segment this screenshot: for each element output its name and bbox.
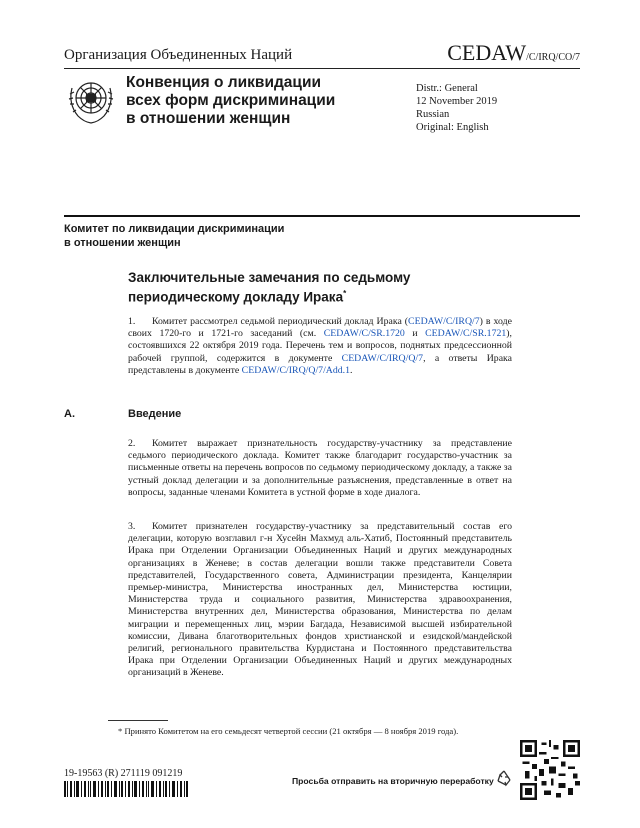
paragraph-3	[128, 521, 512, 680]
recycle-note: Просьба отправить на вторичную переработку	[292, 776, 494, 786]
para-text: ) в ходе своих 1720-го и 1721-го заседаний (см.	[128, 316, 512, 340]
para-text: ), состоявшихся 22 октября 2019 года. Перечень тем и вопросов, поднятых предсессионной рабочей группой, содержится в документе	[128, 328, 512, 364]
para-text: Комитет рассмотрел седьмой периодический доклад Ирака (	[152, 316, 409, 327]
footnote: * Принято Комитетом на его семьдесят четвертой сессии (21 октября — 8 ноября 2019 года).	[118, 726, 459, 736]
title-line-2-text: периодическому докладу Ирака	[128, 289, 344, 305]
organization-name: Организация Объединенных Наций	[64, 47, 293, 63]
para-text: Комитет выражает признательность государству-участнику за представление седьмого периодического доклада. Комитет также благодарит государство-участник за письменные ответы на перечень вопросов по седьмому периодическому докладу, а также за устный доклад делегации и за дополнительные разъяснения, представленные в ответ на вопросы, заданные членами Комитета в устной форме в ходе диалога.	[128, 438, 512, 498]
paragraph-number: 3.	[128, 521, 136, 532]
para-text: Комитет признателен государству-участнику за представительный состав его делегации, которую возглавил г-н Хусейн Махмуд аль-Хатиб, Постоянный представитель Ирака при Отделении Организации Объединенных Наций и других международных организациях в Женеве; в состав делегации вошли также представители Совета представителей, Государственного совета, Администрации президента, Канцелярии премьер-министра, Министерства иностранных дел, Министерства юстиции, Министерства труда и социального развития, Министерства здравоохранения, Министерства внутренних дел, Министерства образования, Министерства по делам миграции и перемещенных лиц, мэрии Багдада, Независимой высшей избирательной комиссии, Дивана благотворительных фондов христианской и езидской/мандейской религий, регионального правительства Курдистана и Постоянного представительства Ирака при Отделении Организации Объединенных Наций и других международных организаций в Женеве.	[128, 521, 512, 679]
committee-name	[64, 222, 284, 250]
paragraph-2	[128, 438, 512, 499]
original-line: Original: English	[416, 122, 489, 133]
committee-line-2: в отношении женщин	[64, 237, 181, 249]
link-cedaw-c-irq-q-7-add-1[interactable]: CEDAW/C/IRQ/Q/7/Add.1	[241, 364, 351, 376]
convention-title-line-2: всех форм дискриминации	[126, 92, 336, 109]
date-line: 12 November 2019	[416, 96, 498, 107]
un-emblem-icon	[64, 74, 118, 128]
paragraph-number: 1.	[128, 316, 136, 327]
symbol-main: CEDAW	[447, 40, 527, 65]
header-rule	[64, 68, 580, 69]
language-line: Russian	[416, 109, 450, 120]
committee-rule	[64, 215, 580, 217]
para-text: .	[350, 364, 353, 376]
distribution-block	[416, 82, 497, 134]
distr-line: Distr.: General	[416, 83, 478, 94]
qr-code-icon	[520, 740, 580, 800]
committee-line-1: Комитет по ликвидации дискриминации	[64, 223, 285, 235]
footnote-mark[interactable]: *	[343, 289, 347, 298]
document-title	[128, 270, 410, 306]
link-cedaw-c-irq-q-7[interactable]: CEDAW/C/IRQ/Q/7	[341, 352, 424, 364]
document-symbol	[447, 40, 580, 66]
title-line-2	[128, 286, 410, 306]
link-cedaw-c-sr-1721[interactable]: CEDAW/C/SR.1721	[425, 328, 507, 340]
convention-title-line-3: в отношении женщин	[126, 110, 291, 127]
footnote-rule	[108, 720, 168, 721]
convention-title-line-1: Конвенция о ликвидации	[126, 74, 322, 91]
para-text: и	[404, 328, 426, 340]
paragraph-number: 2.	[128, 438, 136, 449]
section-title: Введение	[128, 408, 182, 420]
convention-title	[126, 74, 335, 128]
title-line-1: Заключительные замечания по седьмому	[128, 270, 411, 285]
barcode-icon	[64, 781, 188, 797]
section-heading-a	[64, 408, 181, 420]
symbol-sub: /C/IRQ/CO/7	[526, 52, 580, 63]
link-cedaw-c-irq-7[interactable]: CEDAW/C/IRQ/7	[408, 316, 480, 327]
job-number: 19-19563 (R) 271119 091219	[64, 768, 183, 779]
link-cedaw-c-sr-1720[interactable]: CEDAW/C/SR.1720	[323, 328, 405, 340]
para-text: , а ответы Ирака представлены в документе	[128, 352, 512, 376]
recycle-icon	[494, 768, 514, 788]
section-letter: A.	[64, 408, 75, 420]
paragraph-1	[128, 316, 512, 377]
